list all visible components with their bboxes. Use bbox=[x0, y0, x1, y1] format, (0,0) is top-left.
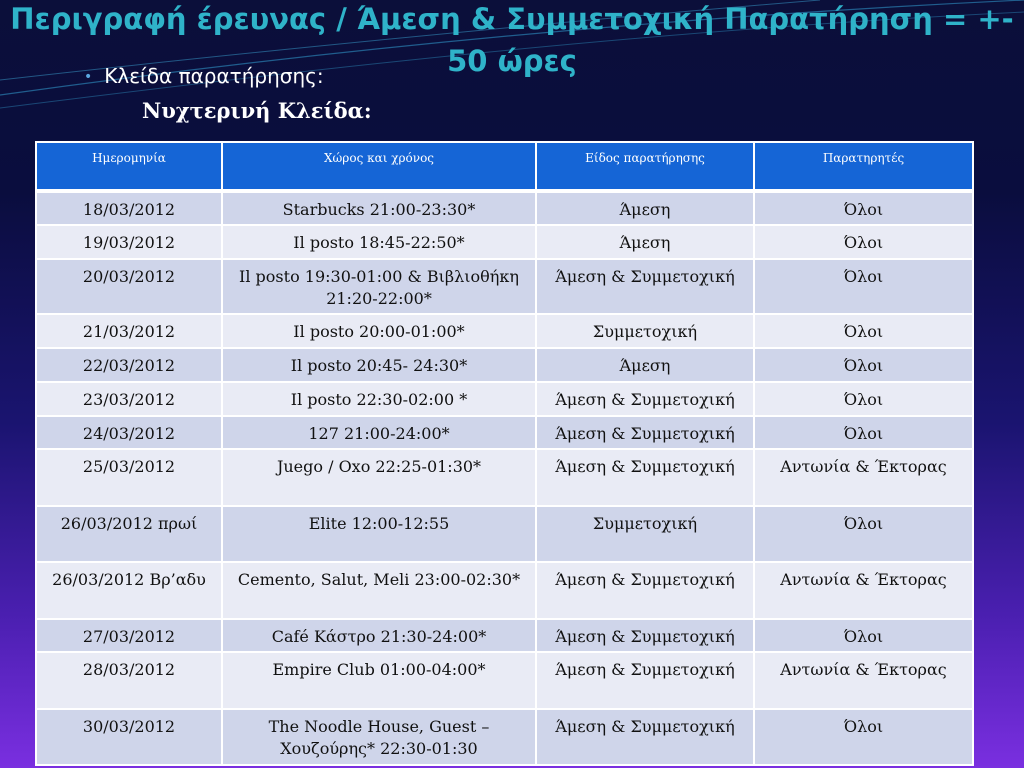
table-cell: Όλοι bbox=[754, 709, 973, 765]
column-header: Χώρος και χρόνος bbox=[222, 142, 536, 191]
table-cell: 20/03/2012 bbox=[36, 259, 222, 314]
column-header: Παρατηρητές bbox=[754, 142, 973, 191]
observation-table bbox=[35, 141, 974, 766]
column-header: Είδος παρατήρησης bbox=[536, 142, 754, 191]
table-cell: Άμεση & Συμμετοχική bbox=[536, 652, 754, 709]
table-cell: Αντωνία & Έκτορας bbox=[754, 449, 973, 506]
table-row bbox=[36, 562, 973, 619]
table-cell: 28/03/2012 bbox=[36, 652, 222, 709]
table-cell: Όλοι bbox=[754, 191, 973, 225]
table-cell: Άμεση & Συμμετοχική bbox=[536, 416, 754, 449]
table-cell: The Noodle House, Guest – Χουζούρης* 22:30-01:30 bbox=[222, 709, 536, 765]
table-cell: Συμμετοχική bbox=[536, 506, 754, 562]
table-cell: 24/03/2012 bbox=[36, 416, 222, 449]
table-row bbox=[36, 259, 973, 314]
table-cell: Άμεση & Συμμετοχική bbox=[536, 382, 754, 416]
table-cell: Άμεση bbox=[536, 225, 754, 259]
bullet-dot-icon: • bbox=[84, 69, 93, 85]
table-cell: 18/03/2012 bbox=[36, 191, 222, 225]
table-cell: Starbucks 21:00-23:30* bbox=[222, 191, 536, 225]
slide-title-line1: Περιγραφή έρευνας / Άμεση & Συμμετοχική Παρατήρηση = +- bbox=[10, 2, 1014, 36]
table-cell: Όλοι bbox=[754, 382, 973, 416]
table-cell: Άμεση bbox=[536, 191, 754, 225]
table-cell: Άμεση bbox=[536, 348, 754, 382]
table-cell: Όλοι bbox=[754, 225, 973, 259]
table-cell: Όλοι bbox=[754, 619, 973, 652]
table-cell: 127 21:00-24:00* bbox=[222, 416, 536, 449]
table-row bbox=[36, 348, 973, 382]
table-cell: Όλοι bbox=[754, 506, 973, 562]
table-cell: 26/03/2012 Βρ’αδυ bbox=[36, 562, 222, 619]
bullet-item bbox=[84, 64, 324, 88]
table-row bbox=[36, 619, 973, 652]
bullet-text: Κλείδα παρατήρησης: bbox=[104, 64, 324, 88]
table-cell: Άμεση & Συμμετοχική bbox=[536, 259, 754, 314]
table-header-row bbox=[36, 142, 973, 191]
table-row bbox=[36, 382, 973, 416]
table-cell: 26/03/2012 πρωί bbox=[36, 506, 222, 562]
table-cell: 23/03/2012 bbox=[36, 382, 222, 416]
table-row bbox=[36, 314, 973, 348]
table-cell: 25/03/2012 bbox=[36, 449, 222, 506]
table-cell: Empire Club 01:00-04:00* bbox=[222, 652, 536, 709]
table-row bbox=[36, 506, 973, 562]
table-cell: Cemento, Salut, Meli 23:00-02:30* bbox=[222, 562, 536, 619]
table-cell: 22/03/2012 bbox=[36, 348, 222, 382]
subheading: Νυχτερινή Κλείδα: bbox=[142, 98, 372, 123]
table-cell: 27/03/2012 bbox=[36, 619, 222, 652]
table-cell: 21/03/2012 bbox=[36, 314, 222, 348]
table-row bbox=[36, 225, 973, 259]
table-cell: Όλοι bbox=[754, 314, 973, 348]
slide-title-line2: 50 ώρες bbox=[447, 44, 577, 78]
table-cell: Il posto 18:45-22:50* bbox=[222, 225, 536, 259]
table-cell: Άμεση & Συμμετοχική bbox=[536, 449, 754, 506]
table-cell: Il posto 20:45- 24:30* bbox=[222, 348, 536, 382]
table-cell: Όλοι bbox=[754, 259, 973, 314]
table-cell: Άμεση & Συμμετοχική bbox=[536, 619, 754, 652]
table-cell: Συμμετοχική bbox=[536, 314, 754, 348]
table-row bbox=[36, 416, 973, 449]
table-cell: 19/03/2012 bbox=[36, 225, 222, 259]
column-header: Ημερομηνία bbox=[36, 142, 222, 191]
table-cell: Elite 12:00-12:55 bbox=[222, 506, 536, 562]
table-cell: Αντωνία & Έκτορας bbox=[754, 562, 973, 619]
table-row bbox=[36, 191, 973, 225]
table-row bbox=[36, 652, 973, 709]
table-cell: Όλοι bbox=[754, 416, 973, 449]
table-cell: Αντωνία & Έκτορας bbox=[754, 652, 973, 709]
table-cell: Όλοι bbox=[754, 348, 973, 382]
table-cell: Café Κάστρο 21:30-24:00* bbox=[222, 619, 536, 652]
table-row bbox=[36, 709, 973, 765]
table-row bbox=[36, 449, 973, 506]
table-cell: Il posto 20:00-01:00* bbox=[222, 314, 536, 348]
table-cell: Άμεση & Συμμετοχική bbox=[536, 709, 754, 765]
table-cell: Il posto 19:30-01:00 & Βιβλιοθήκη 21:20-22:00* bbox=[222, 259, 536, 314]
table-cell: 30/03/2012 bbox=[36, 709, 222, 765]
table-cell: Il posto 22:30-02:00 * bbox=[222, 382, 536, 416]
table-cell: Juego / Oxo 22:25-01:30* bbox=[222, 449, 536, 506]
table-cell: Άμεση & Συμμετοχική bbox=[536, 562, 754, 619]
